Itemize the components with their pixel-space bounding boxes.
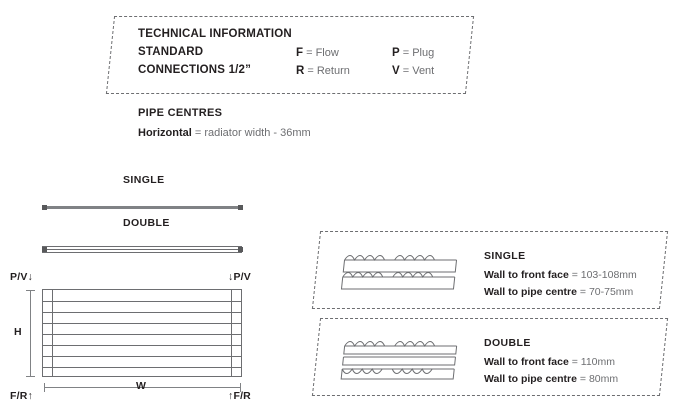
technical-info-content (130, 26, 490, 88)
legend-flow-value: = Flow (306, 47, 339, 59)
legend-return-key: R (296, 65, 305, 77)
legend-flow (296, 47, 339, 59)
single-plan-tick-right (238, 205, 243, 210)
double-front-face-value: = 110mm (571, 356, 615, 368)
pipe-centres-block (138, 107, 438, 139)
connection-label-top-right: ↓P/V (228, 271, 251, 283)
radiator-fin (43, 323, 241, 324)
single-section-text (484, 250, 675, 303)
single-front-face-row (484, 269, 675, 281)
radiator-fin (43, 334, 241, 335)
legend-vent (392, 65, 434, 77)
radiator-fin (43, 301, 241, 302)
legend-vent-key: V (392, 65, 400, 77)
single-pipe-centre-row (484, 286, 675, 298)
radiator-left-rail (52, 290, 53, 376)
double-plan-tick-left (42, 247, 47, 252)
double-section-text (484, 337, 675, 390)
radiator-fin (43, 345, 241, 346)
connection-label-bottom-left: F/R↑ (10, 390, 33, 402)
double-plan-label: DOUBLE (123, 217, 170, 229)
single-pipe-centre-value: = 70-75mm (579, 286, 634, 298)
single-plan-bar (42, 206, 242, 209)
single-front-face-label: Wall to front face (484, 269, 569, 281)
double-pipe-centre-value: = 80mm (579, 373, 619, 385)
pipe-centres-row-label: Horizontal (138, 127, 192, 139)
connection-label-bottom-right: ↑F/R (228, 390, 251, 402)
technical-info-connections: CONNECTIONS 1/2” (138, 64, 252, 76)
single-plan-label: SINGLE (123, 174, 165, 186)
double-plan-tick-right (238, 247, 243, 252)
single-section-title: SINGLE (484, 250, 526, 262)
double-section-drawing (340, 333, 466, 385)
legend-return (296, 65, 350, 77)
pipe-centres-row (138, 127, 438, 139)
width-dimension-label: W (136, 380, 146, 392)
double-pipe-centre-row (484, 373, 675, 385)
technical-info-title: TECHNICAL INFORMATION (138, 28, 292, 40)
connection-label-top-left: P/V↓ (10, 271, 33, 283)
legend-plug-key: P (392, 47, 400, 59)
radiator-fin (43, 367, 241, 368)
radiator-front-elevation (42, 289, 242, 377)
width-dimension-cap-left (44, 383, 45, 392)
double-front-face-label: Wall to front face (484, 356, 569, 368)
radiator-fin (43, 312, 241, 313)
double-front-face-row (484, 356, 675, 368)
single-plan-tick-left (42, 205, 47, 210)
legend-vent-value: = Vent (402, 65, 435, 77)
single-front-face-value: = 103-108mm (571, 269, 637, 281)
double-section-title: DOUBLE (484, 337, 531, 349)
double-plan-bar (42, 246, 242, 253)
single-section-drawing (340, 246, 466, 298)
pipe-centres-row-value: = radiator width - 36mm (194, 127, 311, 139)
height-dimension-cap-bottom (26, 376, 35, 377)
legend-return-value: = Return (307, 65, 350, 77)
legend-plug-value: = Plug (402, 47, 435, 59)
radiator-right-rail (231, 290, 232, 376)
double-pipe-centre-label: Wall to pipe centre (484, 373, 577, 385)
height-dimension-line (30, 290, 31, 376)
radiator-fin (43, 356, 241, 357)
technical-info-standard: STANDARD (138, 46, 204, 58)
single-pipe-centre-label: Wall to pipe centre (484, 286, 577, 298)
height-dimension-label: H (14, 326, 22, 338)
legend-flow-key: F (296, 47, 304, 59)
pipe-centres-title: PIPE CENTRES (138, 107, 223, 119)
height-dimension-cap-top (26, 290, 35, 291)
legend-plug (392, 47, 434, 59)
